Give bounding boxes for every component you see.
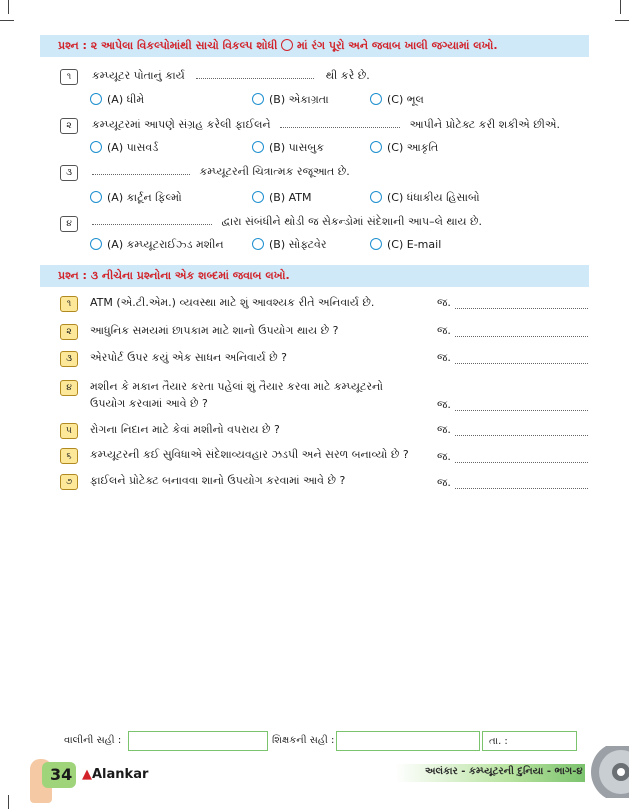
question-text: આધુનિક સમયમાં છાપકામ માટે શાનો ઉપયોગ થાય છે ?	[90, 324, 339, 337]
question-text: રોગના નિદાન માટે કેવાં મશીનો વપરાય છે ?	[90, 423, 280, 436]
answer-line[interactable]	[455, 487, 588, 489]
teacher-signature-label: શિક્ષકની સહી :	[272, 735, 335, 746]
section-3-header-text: પ્રશ્ન : ૩ નીચેના પ્રશ્નોના એક શબ્દમાં જવાબ લખો.	[58, 269, 290, 282]
question-text: ફાઈલને પ્રોટેક્ટ બનાવવા શાનો ઉપયોગ કરવામાં આવે છે ?	[90, 474, 346, 487]
option-b[interactable]	[252, 92, 329, 108]
date-box[interactable]	[482, 731, 577, 751]
question-text-line-2: ઉપયોગ કરવામાં આવે છે ?	[90, 397, 208, 410]
blank-line[interactable]	[92, 165, 190, 175]
question-number: ૨	[60, 118, 78, 134]
radio-icon[interactable]	[252, 93, 264, 105]
teacher-signature-box[interactable]	[336, 731, 480, 751]
answer-label: જ.	[437, 351, 451, 364]
question-text: ATM (એ.ટી.એમ.) વ્યવસ્થા માટે શું આવશ્યક રીતે અનિવાર્ય છે.	[90, 296, 375, 309]
page-number: 34	[50, 765, 73, 784]
blank-line[interactable]	[196, 69, 314, 79]
parent-signature-box[interactable]	[128, 731, 268, 751]
option-c[interactable]	[370, 140, 438, 156]
crop-mark	[620, 0, 621, 14]
brand-logo	[82, 767, 148, 782]
answer-label: જ.	[437, 296, 451, 309]
question-number: ૩	[60, 351, 78, 367]
option-a[interactable]	[90, 190, 182, 206]
option-label: (A) પાસવર્ડ	[107, 141, 159, 154]
question-text-after: થી કરે છે.	[325, 69, 370, 82]
blank-line[interactable]	[92, 215, 212, 225]
option-label: (A) કમ્પ્યૂટરાઈઝ્ડ મશીન	[107, 238, 224, 251]
parent-signature-label: વાલીની સહી :	[64, 735, 122, 746]
answer-line[interactable]	[455, 362, 588, 364]
question-text	[92, 117, 560, 133]
option-label: (B) એકાગ્રતા	[269, 93, 329, 106]
option-b[interactable]	[252, 140, 324, 156]
option-b[interactable]	[252, 237, 327, 253]
crop-mark	[8, 0, 9, 14]
answer-line[interactable]	[455, 307, 588, 309]
section-2-header-text-after: માં રંગ પૂરો અને જવાબ ખાલી જગ્યામાં લખો.	[297, 39, 498, 52]
question-number: ૪	[60, 216, 78, 232]
answer-label: જ.	[437, 324, 451, 337]
question-number: ૬	[60, 448, 78, 464]
radio-icon[interactable]	[252, 191, 264, 203]
question-text: એરપોર્ટ ઉપર કયું એક સાધન અનિવાર્ય છે ?	[90, 351, 287, 364]
crop-mark	[0, 20, 14, 21]
option-label: (C) આકૃતિ	[387, 141, 439, 154]
question-text-after: આપીને પ્રોટેક્ટ કરી શકીએ છીએ.	[409, 118, 561, 131]
option-a[interactable]	[90, 92, 144, 108]
option-c[interactable]	[370, 92, 424, 108]
section-2-header-text: પ્રશ્ન : ૨ આપેલા વિકલ્પોમાંથી સાચો વિકલ્પ શોધી	[58, 39, 278, 52]
section-2-header	[40, 35, 589, 57]
radio-icon[interactable]	[370, 191, 382, 203]
question-text: મશીન કે મકાન તૈયાર કરતા પહેલાં શું તૈયાર કરવા માટે કમ્પ્યૂટરનો	[90, 380, 383, 393]
answer-label: જ.	[437, 450, 451, 463]
option-c[interactable]	[370, 190, 480, 206]
blank-line[interactable]	[280, 118, 400, 128]
radio-icon[interactable]	[90, 141, 102, 153]
option-a[interactable]	[90, 237, 224, 253]
option-c[interactable]	[370, 237, 441, 253]
question-text: કમ્પ્યૂટરની કઈ સુવિધાએ સંદેશાવ્યવહાર ઝડપી અને સરળ બનાવ્યો છે ?	[90, 448, 409, 461]
question-number: ૭	[60, 474, 78, 490]
answer-label: જ.	[437, 476, 451, 489]
question-number: ૫	[60, 423, 78, 439]
radio-icon[interactable]	[90, 191, 102, 203]
brand-logo-mark: ▲	[82, 767, 92, 782]
answer-line[interactable]	[455, 461, 588, 463]
radio-icon[interactable]	[90, 238, 102, 250]
question-text-before: કમ્પ્યૂટરમાં આપણે સંગ્રહ કરેલી ફાઈલને	[92, 118, 271, 131]
question-number: ૧	[60, 69, 78, 85]
question-number: ૩	[60, 165, 78, 181]
question-number: ૨	[60, 324, 78, 340]
option-label: (C) ભૂલ	[387, 93, 424, 106]
radio-icon[interactable]	[252, 238, 264, 250]
answer-line[interactable]	[455, 434, 588, 436]
option-label: (C) ધંધાકીય હિસાબો	[387, 191, 480, 204]
section-3-header	[40, 265, 589, 287]
option-label: (A) ધીમે	[107, 93, 145, 106]
question-number: ૪	[60, 380, 78, 396]
option-label: (B) ATM	[269, 191, 312, 204]
radio-circle-icon	[281, 39, 293, 51]
cd-icon	[585, 746, 629, 798]
question-text	[92, 68, 370, 84]
answer-line[interactable]	[455, 409, 588, 411]
answer-label: જ.	[437, 398, 451, 411]
option-label: (A) કાર્ટૂન ફિલ્મો	[107, 191, 182, 204]
option-label: (C) E-mail	[387, 238, 442, 251]
radio-icon[interactable]	[370, 93, 382, 105]
answer-line[interactable]	[455, 335, 588, 337]
date-label: તા. :	[489, 736, 508, 747]
radio-icon[interactable]	[370, 141, 382, 153]
crop-mark	[615, 20, 629, 21]
option-label: (B) સોફ્ટવેર	[269, 238, 327, 251]
question-text-after: કમ્પ્યૂટરની ચિત્રાત્મક રજૂઆત છે.	[199, 165, 350, 178]
question-text-after: દ્વારા સંબંધીને થોડી જ સેકન્ડોમાં સંદેશાની આપ–લે થાય છે.	[221, 215, 483, 228]
question-text	[92, 164, 350, 180]
option-a[interactable]	[90, 140, 158, 156]
radio-icon[interactable]	[90, 93, 102, 105]
radio-icon[interactable]	[252, 141, 264, 153]
crop-mark	[8, 795, 9, 809]
brand-name: Alankar	[92, 767, 149, 782]
option-b[interactable]	[252, 190, 312, 206]
question-text-before: કમ્પ્યૂટર પોતાનું કાર્ય	[92, 69, 185, 82]
question-number: ૧	[60, 296, 78, 312]
book-title: અલંકાર - કમ્પ્યૂટરની દુનિયા - ભાગ-૪	[425, 766, 583, 777]
answer-label: જ.	[437, 423, 451, 436]
radio-icon[interactable]	[370, 238, 382, 250]
question-text	[92, 214, 482, 230]
option-label: (B) પાસબુક	[269, 141, 324, 154]
